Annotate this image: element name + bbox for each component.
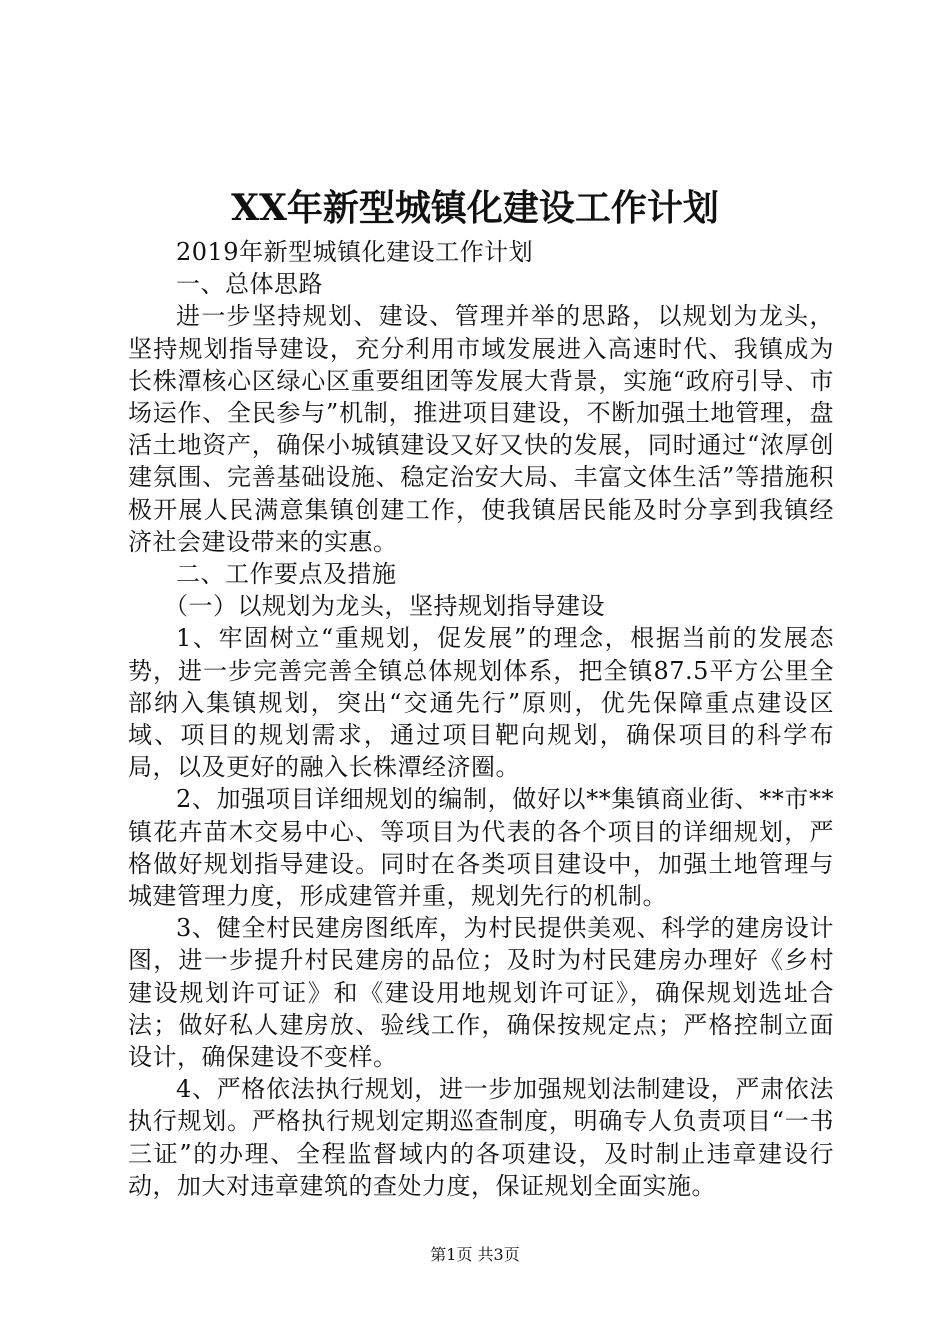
page-footer: 第1页 共3页 bbox=[430, 1245, 520, 1264]
document-body bbox=[128, 236, 834, 1202]
paragraph-item-3: 3、健全村民建房图纸库，为村民提供美观、科学的建房设计图，进一步提升村民建房的品位；及时为村民建房办理好《乡村建设规划许可证》和《建设用地规划许可证》，确保规划选址合法；做好私人建房放、验线工作，确保按规定点；严格控制立面设计，确保建设不变样。 bbox=[128, 914, 834, 1072]
section-heading-overall-approach: 一、总体思路 bbox=[176, 270, 323, 299]
subsection-heading-planning: （一）以规划为龙头，坚持规划指导建设 bbox=[164, 592, 605, 621]
paragraph-item-4: 4、严格依法执行规划，进一步加强规划法制建设，严肃依法执行规划。严格执行规划定期巡查制度，明确专人负责项目“一书三证”的办理、全程监督域内的各项建设，及时制止违章建设行动，加大对违章建筑的查处力度，保证规划全面实施。 bbox=[128, 1075, 834, 1200]
section-heading-key-points: 二、工作要点及措施 bbox=[176, 560, 397, 589]
document-subtitle: 2019年新型城镇化建设工作计划 bbox=[176, 238, 534, 266]
paragraph-item-1: 1、牢固树立“重规划，促发展”的理念，根据当前的发展态势，进一步完善完善全镇总体规划体系，把全镇87.5平方公里全部纳入集镇规划，突出“交通先行”原则，优先保障重点建设区域、项目的规划需求，通过项目靶向规划，确保项目的科学布局，以及更好的融入长株潭经济圈。 bbox=[128, 624, 834, 782]
paragraph-overall-approach: 进一步坚持规划、建设、管理并举的思路，以规划为龙头，坚持规划指导建设，充分利用市域发展进入高速时代、我镇成为长株潭核心区绿心区重要组团等发展大背景，实施“政府引导、市场运作、全民参与”机制，推进项目建设，不断加强土地管理，盘活土地资产，确保小城镇建设又好又快的发展，同时通过“浓厚创建氛围、完善基础设施、稳定治安大局、丰富文体生活”等措施积极开展人民满意集镇创建工作，使我镇居民能及时分享到我镇经济社会建设带来的实惠。 bbox=[128, 302, 834, 556]
document-title: XX年新型城镇化建设工作计划 bbox=[231, 187, 719, 229]
paragraph-item-2: 2、加强项目详细规划的编制，做好以**集镇商业街、**市**镇花卉苗木交易中心、等项目为代表的各个项目的详细规划，严格做好规划指导建设。同时在各类项目建设中，加强土地管理与城建管理力度，形成建管并重，规划先行的机制。 bbox=[128, 785, 834, 911]
